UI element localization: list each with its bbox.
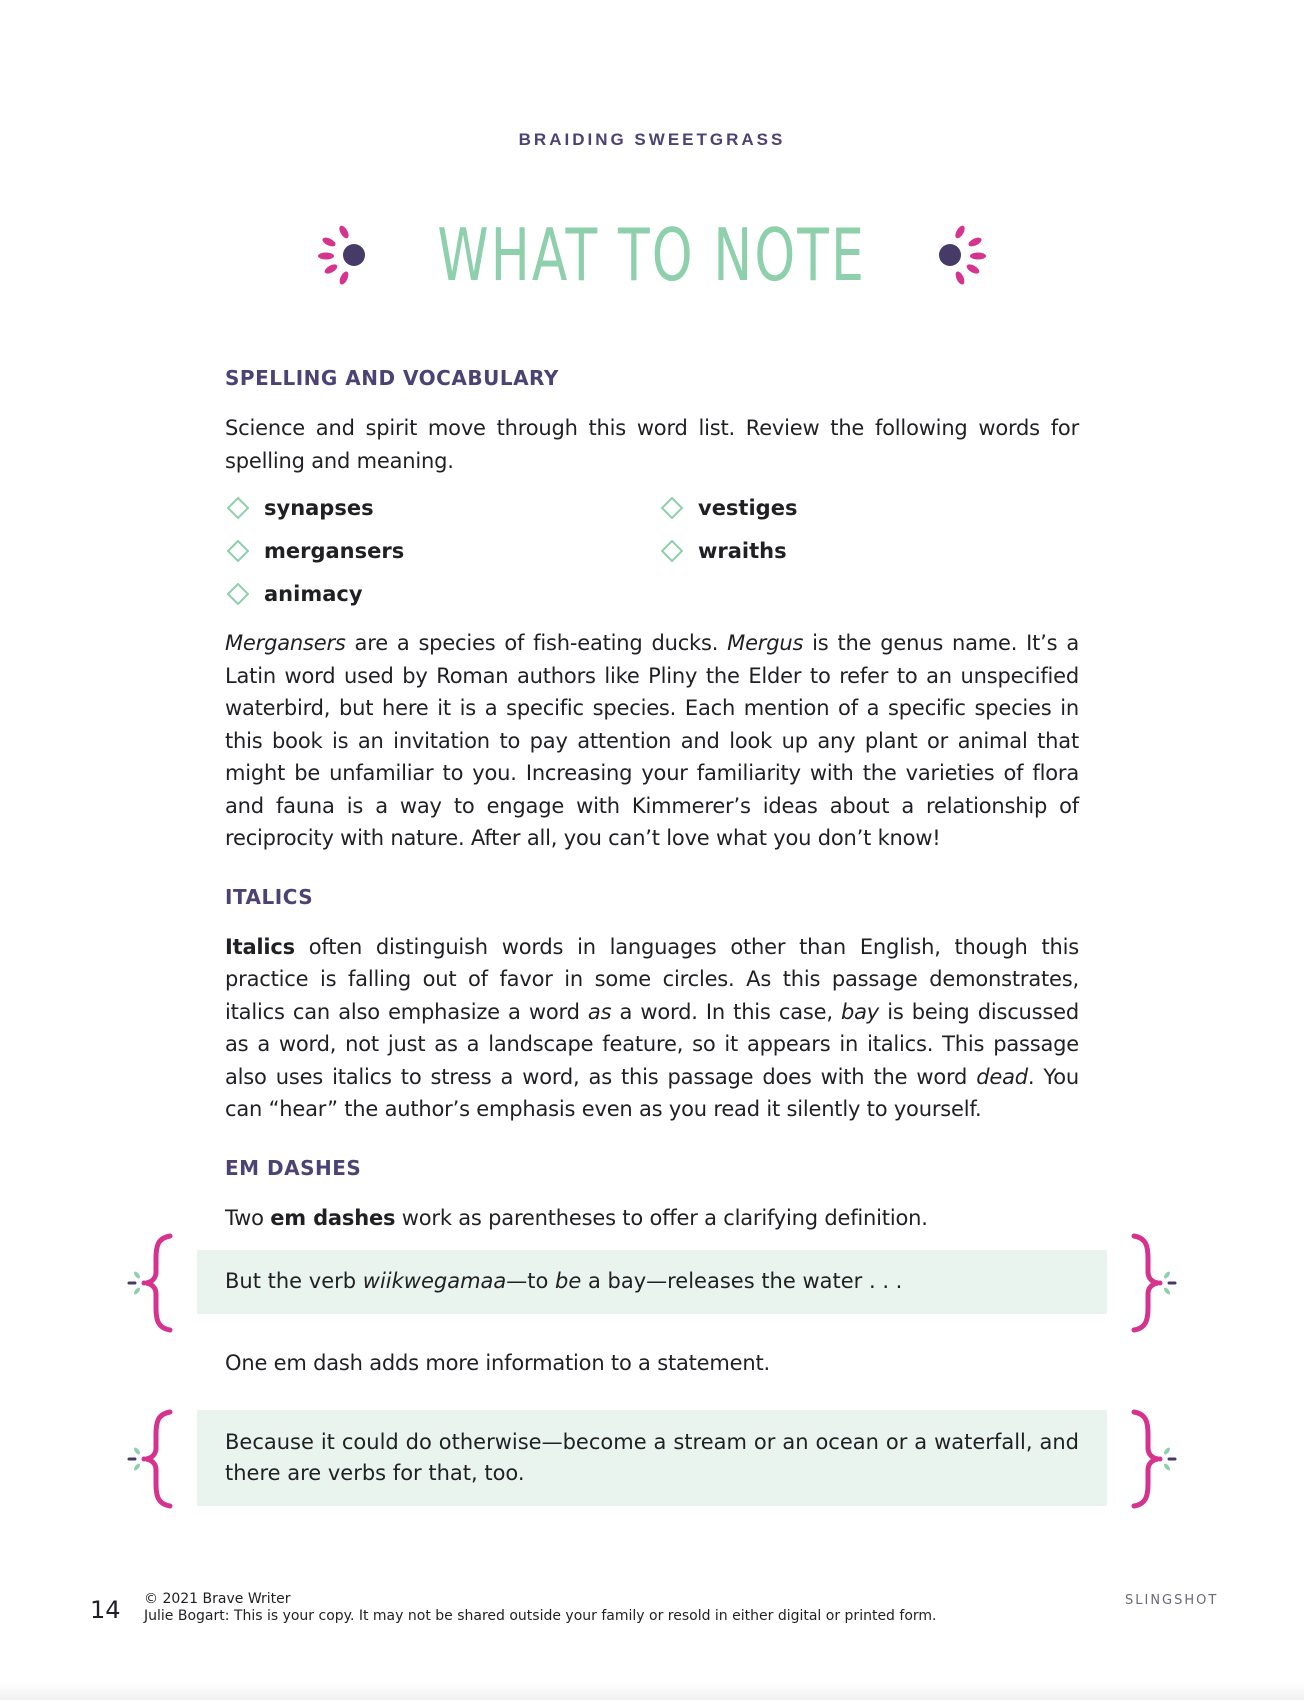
diamond-bullet-icon [227, 540, 249, 562]
text-run: But the verb [225, 1269, 363, 1293]
list-item [225, 491, 659, 524]
diamond-bullet-icon [661, 497, 683, 519]
list-item [225, 534, 659, 567]
flower-right-icon [920, 220, 990, 290]
text-run: a word. In this case, [611, 999, 841, 1024]
running-head: BRAIDING SWEETGRASS [518, 130, 786, 149]
em-dash-intro [225, 1202, 1079, 1235]
list-item [225, 577, 659, 610]
quote-box [197, 1250, 1107, 1314]
em-dash-middle: One em dash adds more information to a statement. [225, 1351, 770, 1375]
brand-logo: SLINGSHOT [1125, 1593, 1219, 1608]
vocab-list [225, 491, 1079, 610]
italic-term: wiikwegamaa [362, 1269, 507, 1293]
diamond-bullet-icon [227, 497, 249, 519]
diamond-bullet-icon [227, 583, 249, 605]
text-run: a bay—releases the water . . . [581, 1269, 903, 1293]
text-run: work as parentheses to offer a clarifying definition. [395, 1205, 928, 1230]
list-item [659, 491, 1079, 524]
main-content [225, 366, 1079, 1234]
text-run: . You can “hear” the author’s emphasis even as you read it silently to yourself. [225, 1064, 1079, 1121]
heading-italics: ITALICS [225, 884, 314, 909]
page-edge-shadow [0, 1682, 1304, 1700]
heading-spelling: SPELLING AND VOCABULARY [225, 366, 559, 390]
left-brace-icon [126, 1232, 178, 1334]
text-run: is being discussed as a word, not just as a landscape feature, so it appears in italics. This passage also uses italics to stress a word, as this passage does with the word [225, 999, 1079, 1089]
italic-term: as [587, 999, 612, 1024]
right-brace-icon [1126, 1408, 1178, 1510]
italic-term: be [555, 1269, 582, 1293]
text-run: Two [225, 1205, 271, 1230]
heading-em-dashes: EM DASHES [225, 1155, 362, 1180]
flower-left-icon [314, 220, 384, 290]
vocab-word: synapses [264, 495, 374, 520]
license-notice: Julie Bogart: This is your copy. It may not be shared outside your family or resold in either digital or printed form. [144, 1608, 937, 1624]
footer-copyright [144, 1591, 936, 1625]
spelling-intro: Science and spirit move through this word list. Review the following words for spelling and meaning. [225, 416, 1079, 473]
left-brace-icon [126, 1408, 178, 1510]
copyright-line: © 2021 Brave Writer [144, 1591, 291, 1607]
quote-box [197, 1410, 1107, 1506]
list-item [659, 534, 1079, 567]
right-brace-icon [1126, 1232, 1178, 1334]
italic-term: Mergansers [225, 631, 346, 655]
italic-term: bay [841, 999, 880, 1024]
vocab-word: animacy [264, 581, 363, 606]
quote-text [225, 1266, 1079, 1297]
vocab-word: mergansers [264, 538, 405, 563]
quote-text: Because it could do otherwise—become a stream or an ocean or a waterfall, and there are verbs for that, too. [225, 1430, 1079, 1485]
italic-term: dead [976, 1064, 1028, 1089]
italics-paragraph [225, 931, 1079, 1126]
diamond-bullet-icon [661, 540, 683, 562]
text-run: often distinguish words in languages other than English, though this practice is falling out of favor in some circles. As this passage demonstrates, italics can also emphasize a word [225, 934, 1079, 1024]
page-title: WHAT TO NOTE [437, 213, 867, 297]
vocab-word: vestiges [698, 495, 798, 520]
vocab-word: wraiths [698, 538, 787, 563]
page-number: 14 [90, 1596, 121, 1624]
title-row [0, 205, 1304, 305]
mergansers-paragraph [225, 627, 1079, 855]
text-run: is the genus name. It’s a Latin word used by Roman authors like Pliny the Elder to refer to an unspecified waterbird, but here it is a specific species. Each mention of a specific species in this book is an invitation to pay attention and look up any plant or animal that might be unfamiliar to you. Increasing your familiarity with the varieties of flora and fauna is a way to engage with Kimmerer’s ideas about a relationship of reciprocity with nature. After all, you can’t love what you don’t know! [225, 631, 1079, 850]
text-run: —to [506, 1269, 556, 1293]
bold-term: em dashes [270, 1205, 396, 1230]
bold-term: Italics [225, 934, 295, 959]
italic-term: Mergus [727, 631, 804, 655]
text-run: are a species of fish-eating ducks. [345, 631, 728, 655]
